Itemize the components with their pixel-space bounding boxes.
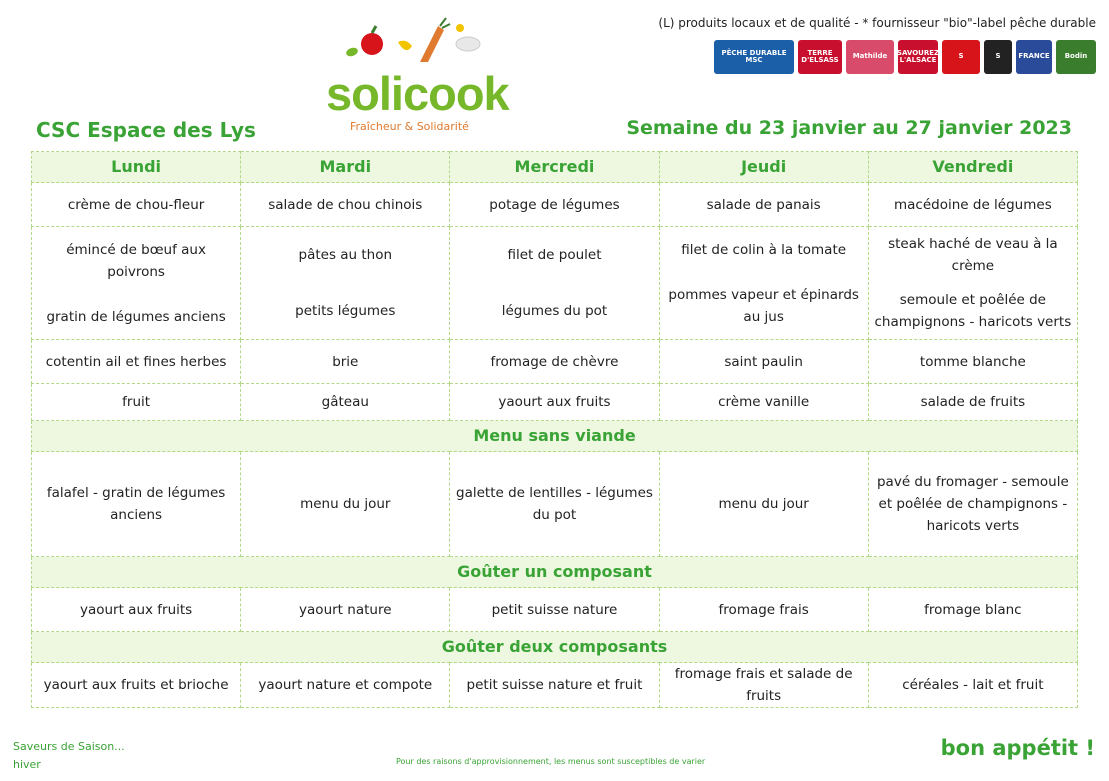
veggie-row <box>32 452 1078 557</box>
main-course-cell <box>450 227 659 340</box>
dessert-cell: yaourt aux fruits <box>450 384 659 421</box>
day-header-row <box>32 152 1078 183</box>
dessert-row <box>32 384 1078 421</box>
bodin-label: Bodin <box>1056 40 1096 74</box>
cheese-cell: brie <box>241 340 450 384</box>
veggie-cell: falafel - gratin de légumes anciens <box>32 452 241 557</box>
s-black-label: S <box>984 40 1012 74</box>
snack-one-section-title: Goûter un composant <box>32 557 1078 588</box>
day-header-friday: Vendredi <box>868 152 1077 183</box>
side-dish: gratin de légumes anciens <box>46 308 226 325</box>
logo-name: solicook <box>326 67 509 120</box>
dessert-cell: fruit <box>32 384 241 421</box>
season-name: hiver <box>13 758 41 771</box>
snack-one-row <box>32 588 1078 632</box>
main-dish: pâtes au thon <box>298 247 393 263</box>
day-header-wednesday: Mercredi <box>450 152 659 183</box>
veggie-section-row <box>32 421 1078 452</box>
legend-text: (L) produits locaux et de qualité - * fournisseur "bio"-label pêche durable <box>658 16 1096 30</box>
main-dish: filet de colin à la tomate <box>681 241 847 258</box>
supply-disclaimer: Pour des raisons d'approvisionnement, les menus sont susceptibles de varier <box>396 757 706 766</box>
day-header-thursday: Jeudi <box>659 152 868 183</box>
main-dish: steak haché de veau à la crème <box>888 236 1058 274</box>
season-note <box>13 738 125 774</box>
s-red-label: S <box>942 40 980 74</box>
starter-row <box>32 183 1078 227</box>
starter-cell: crème de chou-fleur <box>32 183 241 227</box>
main-course-cell <box>659 227 868 340</box>
logo-tagline: Fraîcheur & Solidarité <box>350 120 469 133</box>
season-line: Saveurs de Saison... <box>13 740 125 753</box>
snack-two-cell: yaourt nature et compote <box>241 663 450 708</box>
snack-one-cell: yaourt aux fruits <box>32 588 241 632</box>
snack-one-cell: fromage blanc <box>868 588 1077 632</box>
veggie-cell: menu du jour <box>241 452 450 557</box>
savourez-alsace-label: SAVOUREZ L'ALSACE <box>898 40 938 74</box>
cheese-cell: fromage de chèvre <box>450 340 659 384</box>
mathilde-label: Mathilde <box>846 40 894 74</box>
day-header-monday: Lundi <box>32 152 241 183</box>
cheese-cell: cotentin ail et fines herbes <box>32 340 241 384</box>
week-title: Semaine du 23 janvier au 27 janvier 2023 <box>626 117 1072 139</box>
starter-cell: salade de panais <box>659 183 868 227</box>
main-course-row <box>32 227 1078 340</box>
side-dish: semoule et poêlée de champignons - haricots verts <box>874 292 1072 330</box>
dessert-cell: salade de fruits <box>868 384 1077 421</box>
main-dish: filet de poulet <box>507 247 602 263</box>
veggie-cell: menu du jour <box>659 452 868 557</box>
snack-one-section-row <box>32 557 1078 588</box>
cheese-row <box>32 340 1078 384</box>
snack-two-row <box>32 663 1078 708</box>
france-label: FRANCE <box>1016 40 1052 74</box>
snack-two-cell: céréales - lait et fruit <box>868 663 1077 708</box>
terre-d-elsass-label: TERRE D'ELSASS <box>798 40 842 74</box>
dessert-cell: crème vanille <box>659 384 868 421</box>
side-dish: petits légumes <box>295 303 396 319</box>
veggie-cell: galette de lentilles - légumes du pot <box>450 452 659 557</box>
quality-labels <box>714 40 1096 74</box>
starter-cell: macédoine de légumes <box>868 183 1077 227</box>
main-dish: émincé de bœuf aux poivrons <box>66 241 206 280</box>
snack-two-section-title: Goûter deux composants <box>32 632 1078 663</box>
snack-one-cell: fromage frais <box>659 588 868 632</box>
cheese-cell: saint paulin <box>659 340 868 384</box>
main-course-cell <box>32 227 241 340</box>
side-dish: légumes du pot <box>501 303 608 319</box>
day-header-tuesday: Mardi <box>241 152 450 183</box>
msc-label: PÊCHE DURABLE MSC <box>714 40 794 74</box>
side-dish: pommes vapeur et épinards au jus <box>668 286 859 325</box>
veggie-cell: pavé du fromager - semoule et poêlée de champignons - haricots verts <box>868 452 1077 557</box>
weekly-menu-table <box>31 151 1078 708</box>
snack-two-cell: yaourt aux fruits et brioche <box>32 663 241 708</box>
main-course-cell <box>241 227 450 340</box>
snack-two-section-row <box>32 632 1078 663</box>
site-name: CSC Espace des Lys <box>36 118 256 142</box>
snack-one-cell: yaourt nature <box>241 588 450 632</box>
snack-two-cell: fromage frais et salade de fruits <box>659 663 868 708</box>
starter-cell: salade de chou chinois <box>241 183 450 227</box>
vegetables-icon <box>340 14 510 70</box>
snack-two-cell: petit suisse nature et fruit <box>450 663 659 708</box>
cheese-cell: tomme blanche <box>868 340 1077 384</box>
snack-one-cell: petit suisse nature <box>450 588 659 632</box>
veggie-section-title: Menu sans viande <box>32 421 1078 452</box>
main-course-cell <box>868 227 1077 340</box>
starter-cell: potage de légumes <box>450 183 659 227</box>
dessert-cell: gâteau <box>241 384 450 421</box>
solicook-logo <box>322 14 522 133</box>
bon-appetit: bon appétit ! <box>940 736 1095 760</box>
